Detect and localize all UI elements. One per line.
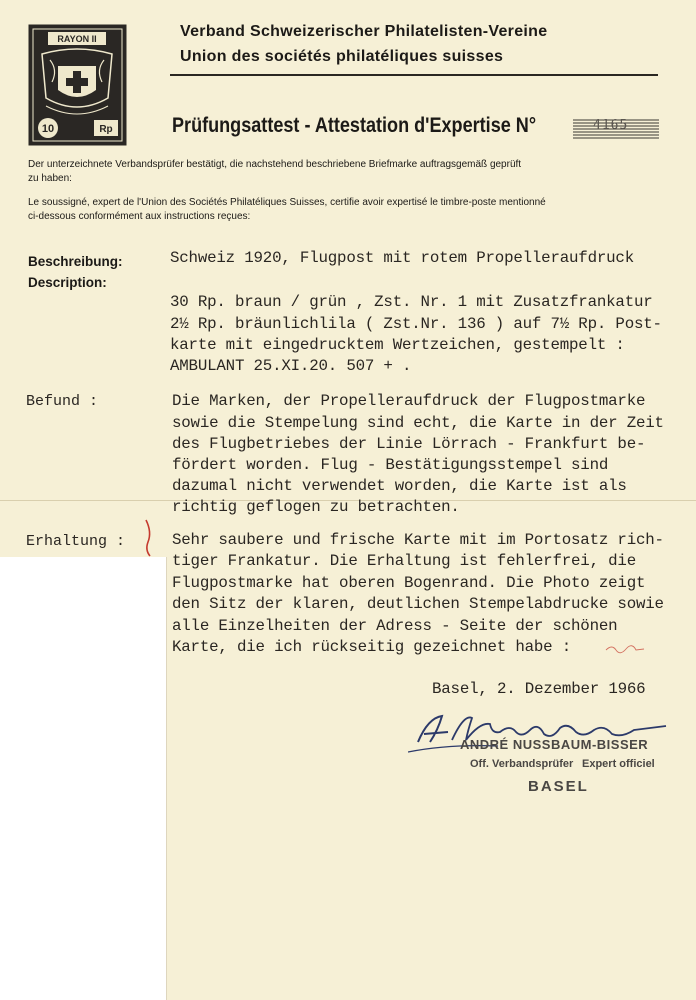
stamp-rayon-text: RAYON II [57,34,97,44]
stamp-unit: Rp [99,124,113,135]
befund-line: Die Marken, der Propelleraufdruck der Flugpostmarke [172,392,646,410]
header-divider [170,74,658,76]
place-date: Basel, 2. Dezember 1966 [432,680,646,698]
befund-line: sowie die Stempelung sind echt, die Karte in der Zeit [172,414,664,432]
description-line: AMBULANT 25.XI.20. 507 + . [170,357,412,375]
erhaltung-line: den Sitz der klaren, deutlichen Stempelabdrucke sowie [172,595,664,613]
label-beschreibung: Beschreibung: [28,254,123,269]
page-title: Prüfungsattest - Attestation d'Expertise N° [172,114,537,137]
stamp-value: 10 [41,123,55,135]
certificate-number: 4165 [593,118,629,133]
red-check-mark [140,518,154,558]
header-line-2: Union des sociétés philatéliques suisses [180,48,504,65]
signatory-title-de: Off. Verbandsprüfer [470,758,574,770]
label-erhaltung: Erhaltung : [26,533,126,550]
erhaltung-line: Sehr saubere und frische Karte mit im Portosatz rich- [172,531,664,549]
label-description: Description: [28,275,107,290]
blank-patch [0,557,167,1000]
description-line: Schweiz 1920, Flugpost mit rotem Propelleraufdruck [170,249,634,267]
intro-de-line-1: Der unterzeichnete Verbandsprüfer bestätigt, die nachstehend beschriebene Briefmarke auftragsgemäß geprüft [28,159,522,170]
red-mini-signature [604,642,646,654]
intro-fr-line-2: ci-dessous conformément aux instructions reçues: [28,211,251,222]
swiss-stamp-logo [28,24,127,146]
description-line: 30 Rp. braun / grün , Zst. Nr. 1 mit Zusatzfrankatur [170,293,653,311]
description-line: 2½ Rp. bräunlichlila ( Zst.Nr. 136 ) auf 7½ Rp. Post- [170,315,662,333]
befund-line: dazumal nicht verwendet worden, die Karte ist als [172,477,627,495]
erhaltung-line: Karte, die ich rückseitig gezeichnet habe : [172,638,572,656]
signatory-name: ANDRÉ NUSSBAUM-BISSER [460,737,649,752]
signatory-title-fr: Expert officiel [582,758,655,770]
befund-line: des Flugbetriebes der Linie Lörrach - Frankfurt be- [172,435,646,453]
signatory-city: BASEL [528,778,589,795]
erhaltung-line: alle Einzelheiten der Adress - Seite der schönen [172,617,618,635]
header-line-1: Verband Schweizerischer Philatelisten-Vereine [180,23,548,40]
intro-fr-line-1: Le soussigné, expert de l'Union des Sociétés Philatéliques Suisses, certifie avoir expertisé le timbre-poste mentionné [28,197,546,208]
description-line: karte mit eingedrucktem Wertzeichen, gestempelt : [170,336,625,354]
erhaltung-line: Flugpostmarke hat oberen Bogenrand. Die Photo zeigt [172,574,646,592]
erhaltung-line: tiger Frankatur. Die Erhaltung ist fehlerfrei, die [172,552,636,570]
befund-line: fördert worden. Flug - Bestätigungsstempel sind [172,456,609,474]
intro-de-line-2: zu haben: [28,173,72,184]
befund-line: richtig geflogen zu betrachten. [172,498,460,516]
label-befund: Befund : [26,393,99,410]
